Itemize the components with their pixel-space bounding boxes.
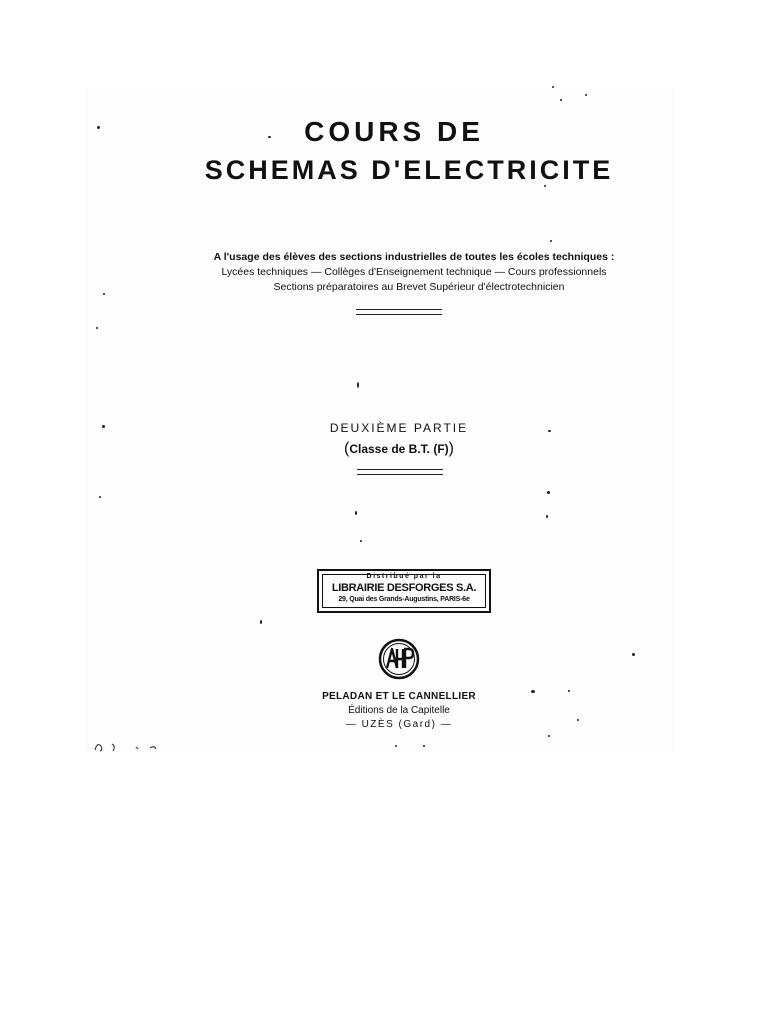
speck bbox=[355, 511, 357, 515]
publisher-editions: Éditions de la Capitelle bbox=[348, 705, 450, 716]
open-paren: ( bbox=[343, 440, 350, 457]
publisher-city: — UZÈS (Gard) — bbox=[345, 719, 453, 730]
speck bbox=[560, 99, 562, 101]
speck bbox=[99, 496, 101, 498]
speck bbox=[96, 327, 98, 329]
double-rule-divider bbox=[357, 469, 443, 475]
title-line-1: COURS DE bbox=[304, 116, 484, 147]
speck bbox=[548, 735, 550, 737]
stamp-bookshop-name: LIBRAIRIE DESFORGES S.A. bbox=[331, 582, 477, 594]
speck bbox=[552, 86, 554, 88]
speck bbox=[585, 94, 587, 96]
speck bbox=[546, 515, 548, 518]
distributor-stamp bbox=[317, 569, 491, 613]
speck bbox=[547, 491, 550, 494]
class-line bbox=[0, 440, 768, 458]
sections-line: Sections préparatoires au Brevet Supérieur d'électrotechnicien bbox=[273, 281, 565, 293]
speck bbox=[360, 540, 362, 542]
part-heading: DEUXIÈME PARTIE bbox=[329, 421, 469, 435]
stamp-address: 29, Quai des Grands-Augustins, PARIS-6e bbox=[338, 596, 470, 603]
speck bbox=[423, 745, 425, 747]
speck bbox=[260, 620, 262, 624]
speck bbox=[632, 653, 635, 656]
publisher-monogram-icon bbox=[378, 638, 420, 680]
stamp-distributed-by: Distribué par la bbox=[366, 573, 442, 580]
title-line-2: SCHEMAS D'ELECTRICITE bbox=[204, 155, 614, 185]
close-paren: ) bbox=[448, 440, 454, 457]
speck bbox=[550, 240, 552, 242]
audience-line: A l'usage des élèves des sections industrielles de toutes les écoles techniques : bbox=[213, 251, 615, 263]
class-text: Classe de B.T. (F) bbox=[349, 442, 449, 456]
schools-line: Lycées techniques — Collèges d'Enseignement technique — Cours professionnels bbox=[221, 266, 607, 278]
double-rule-divider bbox=[356, 309, 442, 315]
scan-smudge bbox=[92, 740, 172, 757]
speck bbox=[395, 745, 397, 747]
publisher-name: PELADAN ET LE CANNELLIER bbox=[322, 691, 476, 702]
speck bbox=[357, 382, 359, 388]
